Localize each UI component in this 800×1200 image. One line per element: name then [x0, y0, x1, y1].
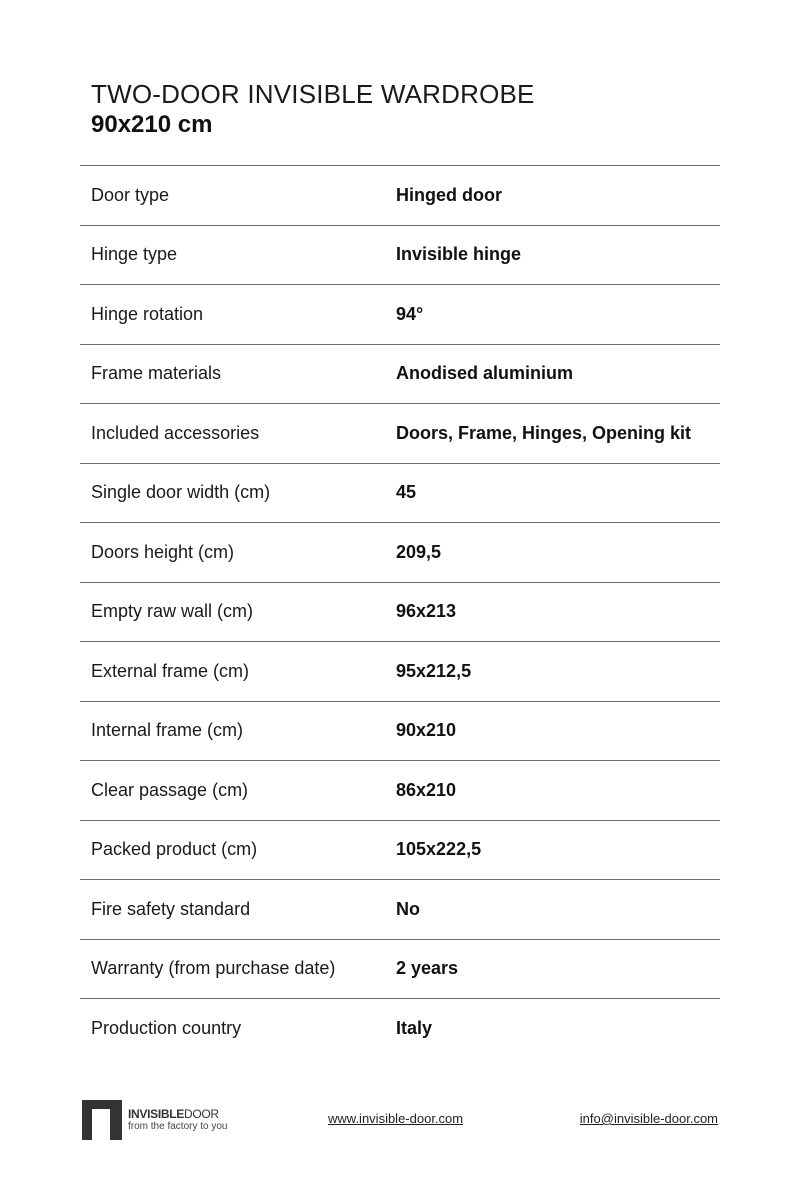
spec-label: Doors height (cm) — [91, 541, 235, 562]
spec-label: Empty raw wall (cm) — [91, 601, 254, 622]
spec-value: Italy — [396, 1018, 433, 1039]
spec-label: Packed product (cm) — [91, 839, 258, 860]
spec-row — [80, 404, 720, 464]
spec-label: Included accessories — [91, 422, 260, 443]
spec-row — [80, 464, 720, 524]
spec-row — [80, 880, 720, 940]
spec-row — [80, 761, 720, 821]
spec-row — [80, 583, 720, 643]
spec-value: No — [396, 898, 420, 919]
spec-row — [80, 642, 720, 702]
spec-value: Invisible hinge — [396, 244, 522, 265]
website-link[interactable]: www.invisible-door.com — [328, 1111, 464, 1126]
door-logo-icon — [82, 1100, 122, 1140]
logo-name-bold: INVISIBLE — [128, 1107, 184, 1121]
spec-label: Internal frame (cm) — [91, 720, 244, 741]
spec-label: Clear passage (cm) — [91, 779, 249, 800]
spec-label: Door type — [91, 184, 170, 205]
spec-value: 90x210 — [396, 720, 457, 741]
spec-value: 45 — [396, 482, 417, 503]
spec-label: Hinge rotation — [91, 303, 204, 324]
spec-value: 2 years — [396, 958, 459, 979]
spec-value: Anodised aluminium — [396, 363, 574, 384]
spec-label: External frame (cm) — [91, 660, 250, 681]
logo-name-light: DOOR — [183, 1107, 219, 1121]
spec-row — [80, 345, 720, 405]
brand-logo — [82, 1100, 228, 1140]
logo-name — [128, 1107, 228, 1121]
spec-label: Single door width (cm) — [91, 482, 271, 503]
spec-label: Hinge type — [91, 244, 178, 265]
logo-tagline: from the factory to you — [128, 1121, 228, 1132]
spec-value: 105x222,5 — [396, 839, 482, 860]
document-header — [91, 78, 535, 140]
spec-row — [80, 999, 720, 1059]
spec-table — [80, 165, 720, 1059]
spec-value: 96x213 — [396, 601, 457, 622]
spec-row — [80, 285, 720, 345]
spec-value: 95x212,5 — [396, 660, 472, 681]
email-link[interactable]: info@invisible-door.com — [579, 1111, 718, 1126]
spec-row — [80, 702, 720, 762]
page-title: TWO-DOOR INVISIBLE WARDROBE — [91, 79, 535, 109]
spec-value: Hinged door — [396, 184, 502, 205]
spec-label: Frame materials — [91, 363, 222, 384]
logo-text — [128, 1107, 228, 1133]
spec-row — [80, 821, 720, 881]
spec-value: Doors, Frame, Hinges, Opening kit — [396, 422, 692, 443]
document-footer — [82, 1100, 718, 1142]
spec-label: Fire safety standard — [91, 898, 251, 919]
spec-label: Production country — [91, 1018, 242, 1039]
spec-row — [80, 523, 720, 583]
spec-label: Warranty (from purchase date) — [91, 958, 336, 979]
spec-row — [80, 166, 720, 226]
spec-row — [80, 226, 720, 286]
spec-row — [80, 940, 720, 1000]
page-subtitle: 90x210 cm — [91, 111, 213, 138]
spec-value: 209,5 — [396, 541, 442, 562]
spec-value: 94° — [396, 303, 424, 324]
spec-value: 86x210 — [396, 779, 457, 800]
